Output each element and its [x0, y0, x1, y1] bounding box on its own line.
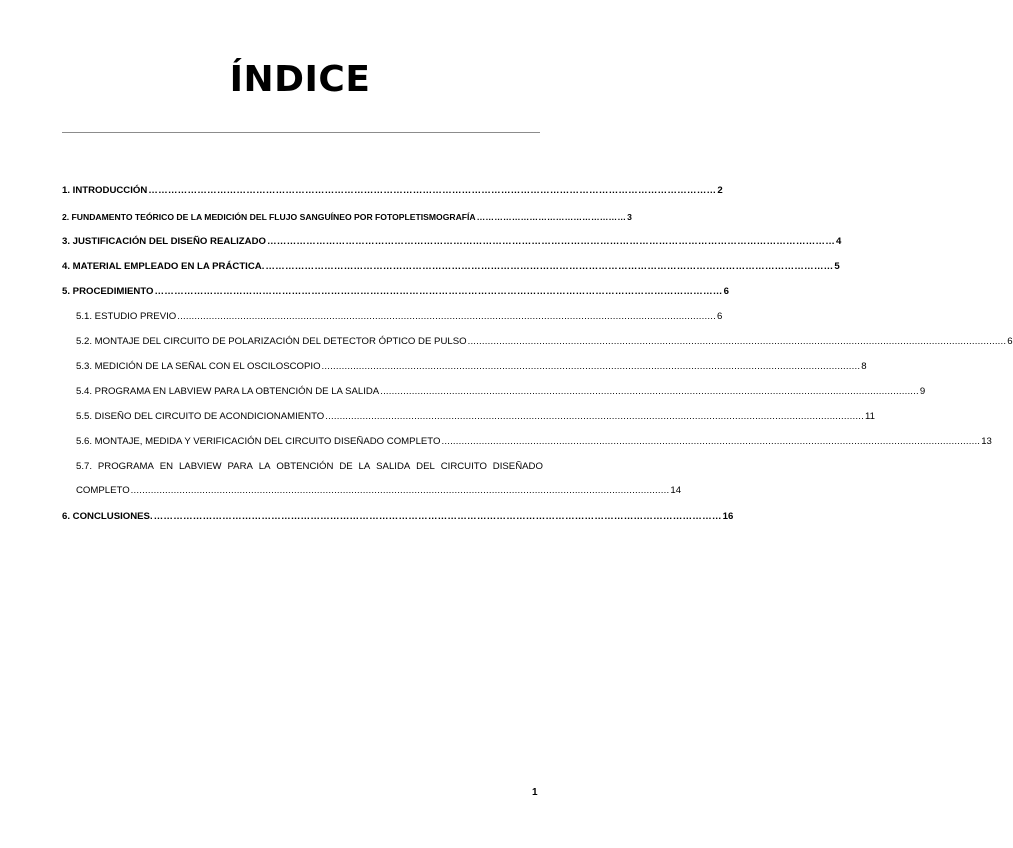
toc-entry-label: 5. PROCEDIMIENTO: [62, 286, 154, 297]
toc-entry-page: 6: [1007, 336, 1013, 347]
toc-entry-1[interactable]: [62, 184, 723, 198]
toc-entry-5[interactable]: [62, 285, 729, 299]
title-divider: [62, 132, 540, 133]
toc-entry-4[interactable]: [62, 260, 840, 274]
toc-dot-leader: …………………………………………………………………………………………………………………………………………………………: [154, 286, 723, 297]
toc-entry-5-5[interactable]: [76, 410, 875, 424]
toc-entry-page: 11: [864, 411, 875, 422]
toc-entry-2[interactable]: [62, 210, 632, 224]
toc-entry-5-6[interactable]: [76, 435, 992, 449]
toc-entry-label-line-1: 5.7. PROGRAMA EN LABVIEW PARA LA OBTENCIÓN DE LA SALIDA DEL CIRCUITO DISEÑADO: [76, 461, 543, 472]
toc-entry-page: 14: [670, 485, 682, 496]
toc-entry-page: 9: [919, 386, 926, 397]
toc-dot-leader: ............................................................................................................................................................................................: [177, 311, 716, 322]
toc-entry-page: 6: [716, 311, 723, 322]
toc-entry-label: 3. JUSTIFICACIÓN DEL DISEÑO REALIZADO: [62, 236, 266, 247]
toc-entry-page: 5: [834, 261, 840, 272]
toc-dot-leader: ............................................................................................................................................................................................: [380, 386, 919, 397]
toc-dot-leader: ............................................................................................................................................................................................: [441, 436, 981, 447]
toc-entry-label: 5.6. MONTAJE, MEDIDA Y VERIFICACIÓN DEL CIRCUITO DISEÑADO COMPLETO: [76, 436, 441, 447]
toc-entry-label: 5.1. ESTUDIO PREVIO: [76, 311, 177, 322]
toc-entry-6[interactable]: [62, 510, 734, 524]
toc-entry-5-4[interactable]: [76, 385, 926, 399]
toc-dot-leader: ............................................................................................................................................................................................: [325, 411, 864, 422]
toc-entry-page: 8: [861, 361, 867, 372]
toc-entry-label-line-2: [76, 484, 682, 498]
toc-entry-label: 2. FUNDAMENTO TEÓRICO DE LA MEDICIÓN DEL FLUJO SANGUÍNEO POR FOTOPLETISMOGRAFÍA: [62, 212, 476, 222]
toc-entry-page: 13: [981, 436, 992, 447]
toc-dot-leader: …………………………………………………………………………………………………………………………………………………………: [266, 236, 836, 247]
toc-entry-label: 5.4. PROGRAMA EN LABVIEW PARA LA OBTENCIÓN DE LA SALIDA: [76, 386, 380, 397]
toc-entry-label: 1. INTRODUCCIÓN: [62, 185, 148, 196]
toc-entry-label: 5.2. MONTAJE DEL CIRCUITO DE POLARIZACIÓN DEL DETECTOR ÓPTICO DE PULSO: [76, 336, 467, 347]
toc-dot-leader: ……………………………………………: [476, 212, 627, 222]
toc-entry-label: 4. MATERIAL EMPLEADO EN LA PRÁCTICA.: [62, 261, 265, 272]
toc-entry-label: 6. CONCLUSIONES.: [62, 511, 153, 522]
toc-entry-3[interactable]: [62, 235, 842, 249]
toc-entry-label: 5.5. DISEÑO DEL CIRCUITO DE ACONDICIONAMIENTO: [76, 411, 325, 422]
toc-dot-leader: ............................................................................................................................................................................................: [467, 336, 1007, 347]
toc-dot-leader: …………………………………………………………………………………………………………………………………………………………: [153, 511, 722, 522]
toc-entry-label: 5.3. MEDICIÓN DE LA SEÑAL CON EL OSCILOSCOPIO: [76, 361, 321, 372]
toc-entry-5-3[interactable]: [76, 360, 867, 374]
toc-entry-page: 2: [717, 185, 723, 196]
page-title: ÍNDICE: [229, 59, 371, 100]
toc-entry-page: 6: [723, 286, 729, 297]
toc-entry-5-1[interactable]: [76, 310, 723, 324]
toc-entry-page: 4: [836, 236, 842, 247]
toc-entry-page: 16: [722, 511, 734, 522]
toc-entry-5-2[interactable]: [76, 335, 1013, 349]
toc-entry-label: COMPLETO: [76, 485, 130, 496]
toc-dot-leader: ............................................................................................................................................................................................: [321, 361, 861, 372]
toc-entry-page: 3: [627, 212, 632, 222]
toc-dot-leader: ............................................................................................................................................................................................: [130, 485, 670, 496]
toc-dot-leader: …………………………………………………………………………………………………………………………………………………………: [265, 261, 834, 272]
page-number: 1: [532, 787, 538, 798]
toc-dot-leader: …………………………………………………………………………………………………………………………………………………………: [148, 185, 717, 196]
